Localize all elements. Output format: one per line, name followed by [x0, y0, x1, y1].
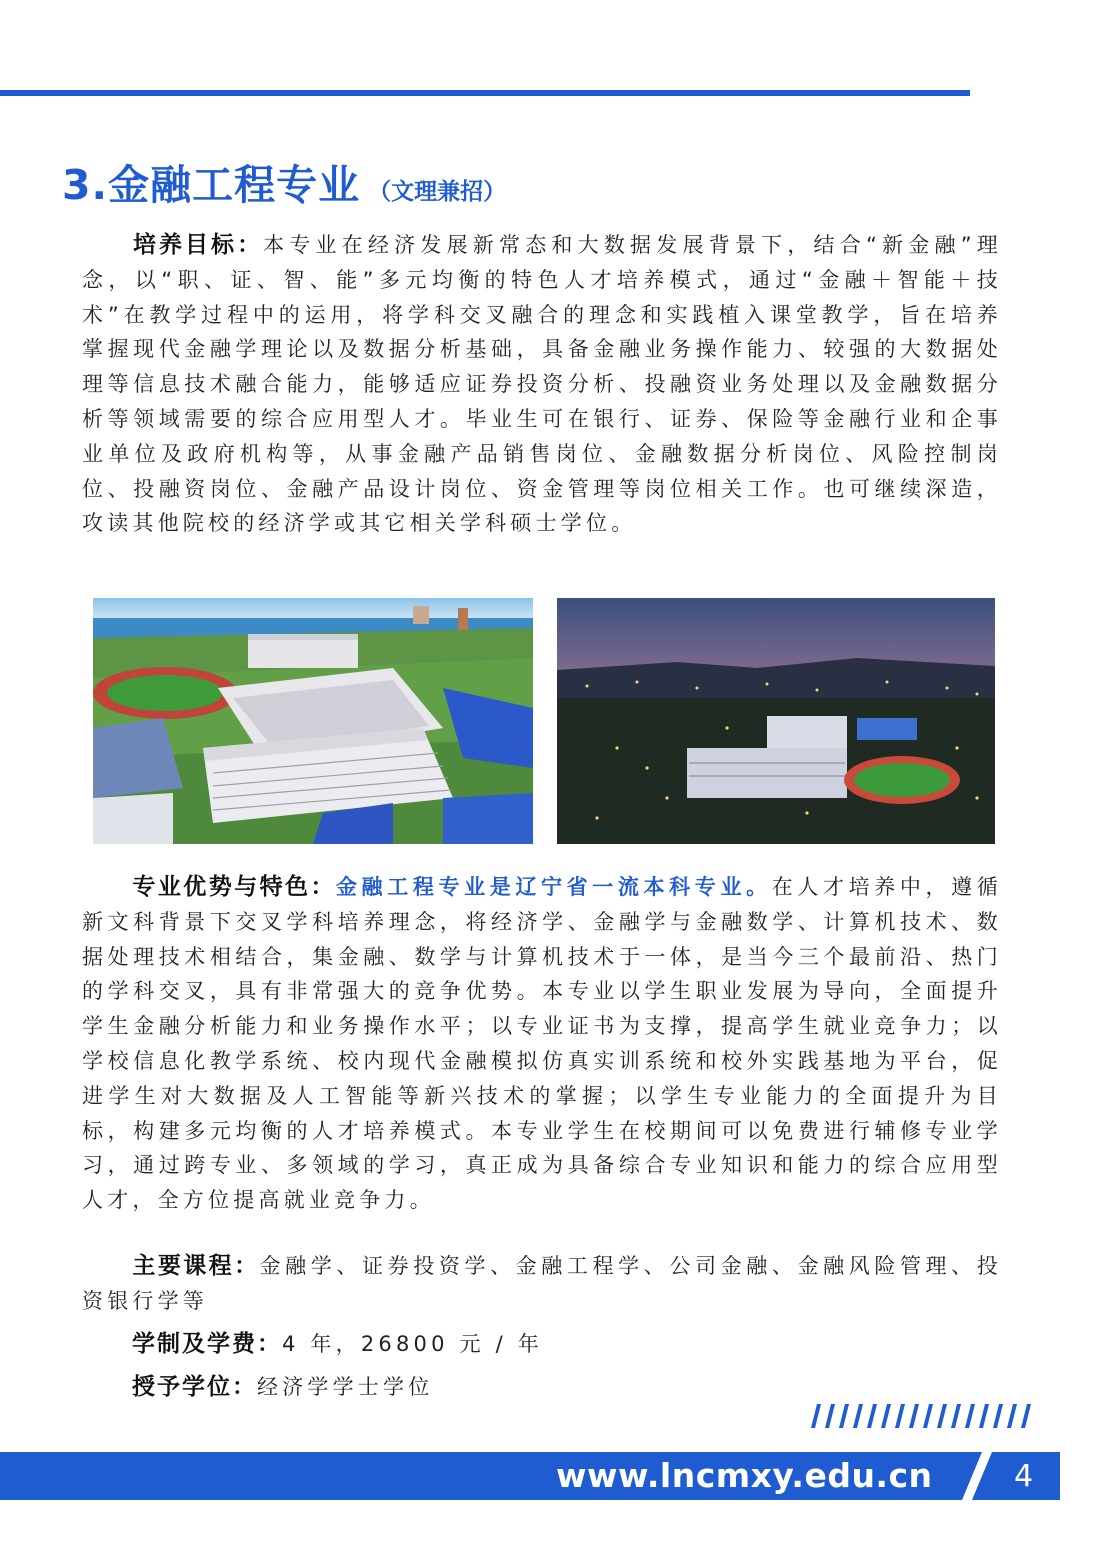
- page-title: [62, 152, 506, 208]
- courses-text: 金融学、证券投资学、金融工程学、公司金融、金融风险管理、投资银行学等: [82, 1254, 1002, 1313]
- top-rule: [0, 90, 970, 96]
- duration-text: 4 年，26800 元 / 年: [282, 1332, 543, 1356]
- major-subtitle: （文理兼招）: [368, 179, 507, 205]
- footer-slash-divider: [962, 1452, 992, 1500]
- advantages-highlight: 金融工程专业是辽宁省一流本科专业。: [335, 875, 772, 899]
- degree-text: 经济学学士学位: [257, 1375, 434, 1399]
- advantages-text: 在人才培养中，遵循新文科背景下交叉学科培养理念，将经济学、金融学与金融数学、计算机技术、数据处理技术相结合，集金融、数学与计算机技术于一体，是当今三个最前沿、热门的学科交叉，具有非常强大的竞争优势。本专业以学生职业发展为导向，全面提升学生金融分析能力和业务操作水平；以专业证书为支撑，提高学生就业竞争力；以学校信息化教学系统、校内现代金融模拟仿真实训系统和校外实践基地为平台，促进学生对大数据及人工智能等新兴技术的掌握；以学生专业能力的全面提升为目标，构建多元均衡的人才培养模式。本专业学生在校期间可以免费进行辅修专业学习，通过跨专业、多领域的学习，真正成为具备综合专业知识和能力的综合应用型人才，全方位提高就业竞争力。: [82, 875, 1002, 1213]
- advantages-paragraph: [82, 870, 1002, 1218]
- page-number: 4: [1014, 1459, 1034, 1494]
- advantages-label: 专业优势与特色：: [132, 873, 336, 900]
- degree-paragraph: [82, 1370, 1002, 1405]
- courses-label: 主要课程：: [132, 1252, 260, 1279]
- degree-label: 授予学位：: [132, 1373, 257, 1400]
- footer-website-url: www.lncmxy.edu.cn: [556, 1456, 933, 1495]
- courses-paragraph: [82, 1249, 1002, 1319]
- training-goal-paragraph: [82, 228, 1002, 541]
- major-title: 3.金融工程专业: [62, 161, 361, 209]
- campus-daytime-photo: [93, 598, 533, 844]
- duration-paragraph: [82, 1327, 1002, 1362]
- training-goal-label: 培养目标：: [132, 231, 264, 258]
- campus-night-photo: [557, 598, 995, 844]
- duration-label: 学制及学费：: [132, 1330, 282, 1357]
- decorative-stripes: [805, 1404, 1045, 1428]
- training-goal-text: 本专业在经济发展新常态和大数据发展背景下，结合“新金融”理念，以“职、证、智、能”多元均衡的特色人才培养模式，通过“金融＋智能＋技术”在教学过程中的运用，将学科交叉融合的理念和实践植入课堂教学，旨在培养掌握现代金融学理论以及数据分析基础，具备金融业务操作能力、较强的大数据处理等信息技术融合能力，能够适应证券投资分析、投融资业务处理以及金融数据分析等领域需要的综合应用型人才。毕业生可在银行、证券、保险等金融行业和企事业单位及政府机构等，从事金融产品销售岗位、金融数据分析岗位、风险控制岗位、投融资岗位、金融产品设计岗位、资金管理等岗位相关工作。也可继续深造，攻读其他院校的经济学或其它相关学科硕士学位。: [82, 233, 1002, 536]
